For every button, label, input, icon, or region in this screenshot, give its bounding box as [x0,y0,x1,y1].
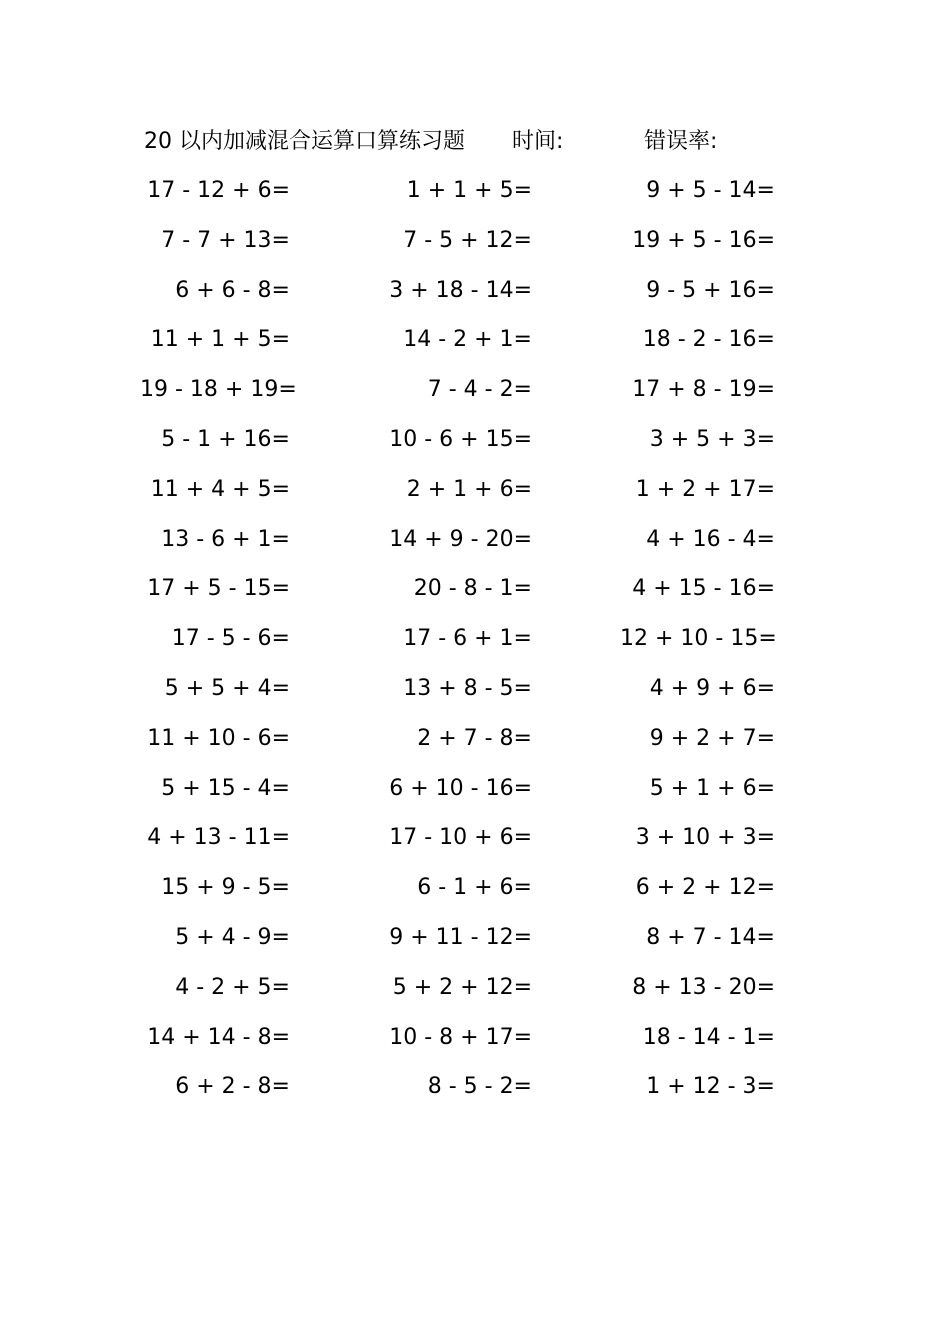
problem-item: 13 - 6 + 1= [161,526,290,552]
problem-item: 1 + 2 + 17= [635,476,775,502]
problem-item: 18 - 14 - 1= [642,1024,775,1050]
problem-item: 5 + 15 - 4= [161,775,290,801]
problem-item: 7 - 5 + 12= [403,227,532,253]
problem-item: 17 - 6 + 1= [403,626,532,652]
problem-row [140,268,790,318]
problem-item: 8 + 13 - 20= [632,974,775,1000]
problem-item: 10 - 8 + 17= [389,1024,532,1050]
problem-item: 5 + 2 + 12= [392,974,532,1000]
problem-item: 17 - 12 + 6= [147,178,290,203]
problem-item: 2 + 1 + 6= [406,476,532,502]
problem-item: 11 + 10 - 6= [147,725,290,751]
problem-item: 12 + 10 - 15= [620,626,777,652]
problem-row [140,517,790,567]
problem-item: 3 + 18 - 14= [389,277,532,303]
problem-item: 14 + 9 - 20= [389,526,532,552]
problem-item: 4 + 13 - 11= [147,825,290,851]
problem-item: 20 - 8 - 1= [413,576,532,602]
time-label: 时间: [512,129,564,154]
problem-item: 7 - 7 + 13= [161,227,290,253]
problem-item: 14 + 14 - 8= [147,1024,290,1050]
problem-item: 6 + 2 - 8= [175,1074,290,1100]
problem-row [140,766,790,816]
problem-item: 7 - 4 - 2= [427,377,532,403]
problem-item: 4 - 2 + 5= [175,974,290,1000]
problem-item: 5 + 5 + 4= [164,675,290,701]
problem-row [140,865,790,915]
problem-item: 4 + 16 - 4= [646,526,775,552]
problem-item: 17 + 5 - 15= [147,576,290,602]
problem-item: 6 - 1 + 6= [417,875,532,901]
problem-item: 17 + 8 - 19= [632,377,775,403]
problem-item: 4 + 9 + 6= [649,675,775,701]
problem-row [140,417,790,467]
error-rate-label: 错误率: [644,129,718,154]
problem-item: 10 - 6 + 15= [389,426,532,452]
problem-item: 1 + 1 + 5= [406,178,532,203]
problem-item: 9 - 5 + 16= [646,277,775,303]
problem-row [140,915,790,965]
problem-row [140,1064,790,1114]
problem-item: 6 + 2 + 12= [635,875,775,901]
problem-row [140,1015,790,1065]
problem-item: 5 + 1 + 6= [649,775,775,801]
problem-row [140,965,790,1015]
worksheet-header [144,124,784,160]
problem-row [140,566,790,616]
problem-grid [140,168,790,1114]
problem-item: 3 + 5 + 3= [649,426,775,452]
problem-item: 11 + 4 + 5= [150,476,290,502]
problem-row [140,317,790,367]
problem-item: 19 - 18 + 19= [140,377,297,403]
problem-item: 8 + 7 - 14= [646,924,775,950]
problem-item: 17 - 10 + 6= [389,825,532,851]
problem-row [140,168,790,218]
problem-row [140,467,790,517]
problem-row [140,218,790,268]
problem-row [140,666,790,716]
problem-item: 2 + 7 - 8= [417,725,532,751]
problem-item: 5 - 1 + 16= [161,426,290,452]
problem-item: 18 - 2 - 16= [642,327,775,353]
problem-item: 11 + 1 + 5= [150,327,290,353]
problem-item: 8 - 5 - 2= [427,1074,532,1100]
problem-item: 9 + 5 - 14= [646,178,775,203]
problem-row [140,815,790,865]
problem-item: 1 + 12 - 3= [646,1074,775,1100]
problem-item: 17 - 5 - 6= [171,626,290,652]
problem-item: 13 + 8 - 5= [403,675,532,701]
problem-item: 4 + 15 - 16= [632,576,775,602]
problem-item: 9 + 2 + 7= [649,725,775,751]
worksheet-title: 20 以内加减混合运算口算练习题 [144,129,465,154]
problem-item: 6 + 10 - 16= [389,775,532,801]
problem-row [140,616,790,666]
problem-item: 5 + 4 - 9= [175,924,290,950]
problem-item: 9 + 11 - 12= [389,924,532,950]
problem-row [140,367,790,417]
problem-item: 19 + 5 - 16= [632,227,775,253]
problem-row [140,716,790,766]
problem-item: 14 - 2 + 1= [403,327,532,353]
problem-item: 3 + 10 + 3= [635,825,775,851]
problem-item: 15 + 9 - 5= [161,875,290,901]
problem-item: 6 + 6 - 8= [175,277,290,303]
